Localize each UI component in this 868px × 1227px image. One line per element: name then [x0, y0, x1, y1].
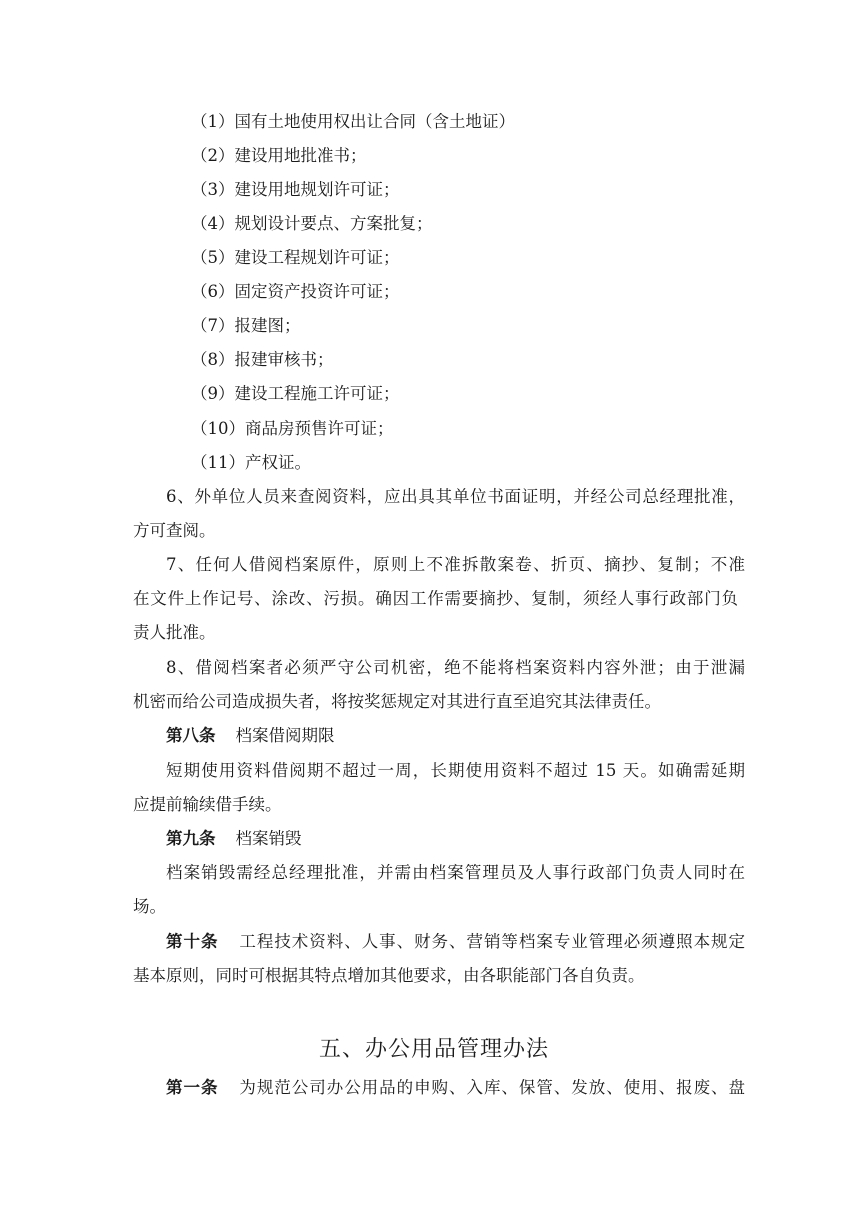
list-item: （9）建设工程施工许可证；	[191, 384, 400, 403]
article-9-heading	[166, 828, 302, 850]
list-item: （7）报建图；	[191, 316, 301, 335]
section-title: 五、办公用品管理办法	[318, 1037, 549, 1062]
article-9-body: 档案销毁需经总经理批准，并需由档案管理员及人事行政部门负责人同时在	[166, 863, 745, 882]
article-label: 第一条	[166, 1078, 219, 1097]
article-body: 为规范公司办公用品的申购、入库、保管、发放、使用、报废、盘	[238, 1078, 745, 1097]
paragraph-8-line: 8、借阅档案者必须严守公司机密，绝不能将档案资料内容外泄；由于泄漏	[166, 658, 745, 677]
list-item: （4）规划设计要点、方案批复；	[191, 214, 433, 233]
list-item: （3）建设用地规划许可证；	[191, 180, 400, 199]
article-label: 第九条	[166, 829, 216, 848]
article-title: 档案销毁	[235, 829, 302, 848]
article-title: 档案借阅期限	[235, 726, 335, 745]
article-label: 第十条	[166, 932, 219, 951]
paragraph-7-line: 7、任何人借阅档案原件，原则上不准拆散案卷、折页、摘抄、复制；不准	[166, 555, 745, 574]
article-10-first-line	[166, 931, 745, 953]
article-8-body: 短期使用资料借阅期不超过一周，长期使用资料不超过 15 天。如确需延期	[166, 761, 745, 780]
list-item: （5）建设工程规划许可证；	[191, 248, 400, 267]
paragraph-7-line: 在文件上作记号、涂改、污损。确因工作需要摘抄、复制，须经人事行政部门负	[133, 589, 738, 608]
list-item: （6）固定资产投资许可证；	[191, 282, 400, 301]
article-body: 工程技术资料、人事、财务、营销等档案专业管理必须遵照本规定	[238, 932, 745, 951]
article-8-body: 应提前输续借手续。	[133, 795, 282, 814]
list-item: （11）产权证。	[191, 453, 311, 472]
article-9-body: 场。	[133, 897, 166, 916]
article-8-heading	[166, 725, 335, 747]
paragraph-6-line: 6、外单位人员来查阅资料，应出具其单位书面证明，并经公司总经理批准，	[166, 487, 745, 506]
paragraph-6-line: 方可查阅。	[133, 521, 216, 540]
paragraph-8-line: 机密而给公司造成损失者，将按奖惩规定对其进行直至追究其法律责任。	[133, 692, 661, 711]
list-item: （2）建设用地批准书；	[191, 146, 367, 165]
article-10-body: 基本原则，同时可根据其特点增加其他要求，由各职能部门各自负责。	[133, 966, 645, 985]
list-item: （8）报建审核书；	[191, 350, 334, 369]
paragraph-7-line: 责人批准。	[133, 623, 216, 642]
list-item: （1）国有土地使用权出让合同（含土地证）	[191, 112, 515, 131]
list-item: （10）商品房预售许可证；	[191, 419, 394, 438]
article-1-first-line	[166, 1077, 745, 1099]
article-label: 第八条	[166, 726, 216, 745]
